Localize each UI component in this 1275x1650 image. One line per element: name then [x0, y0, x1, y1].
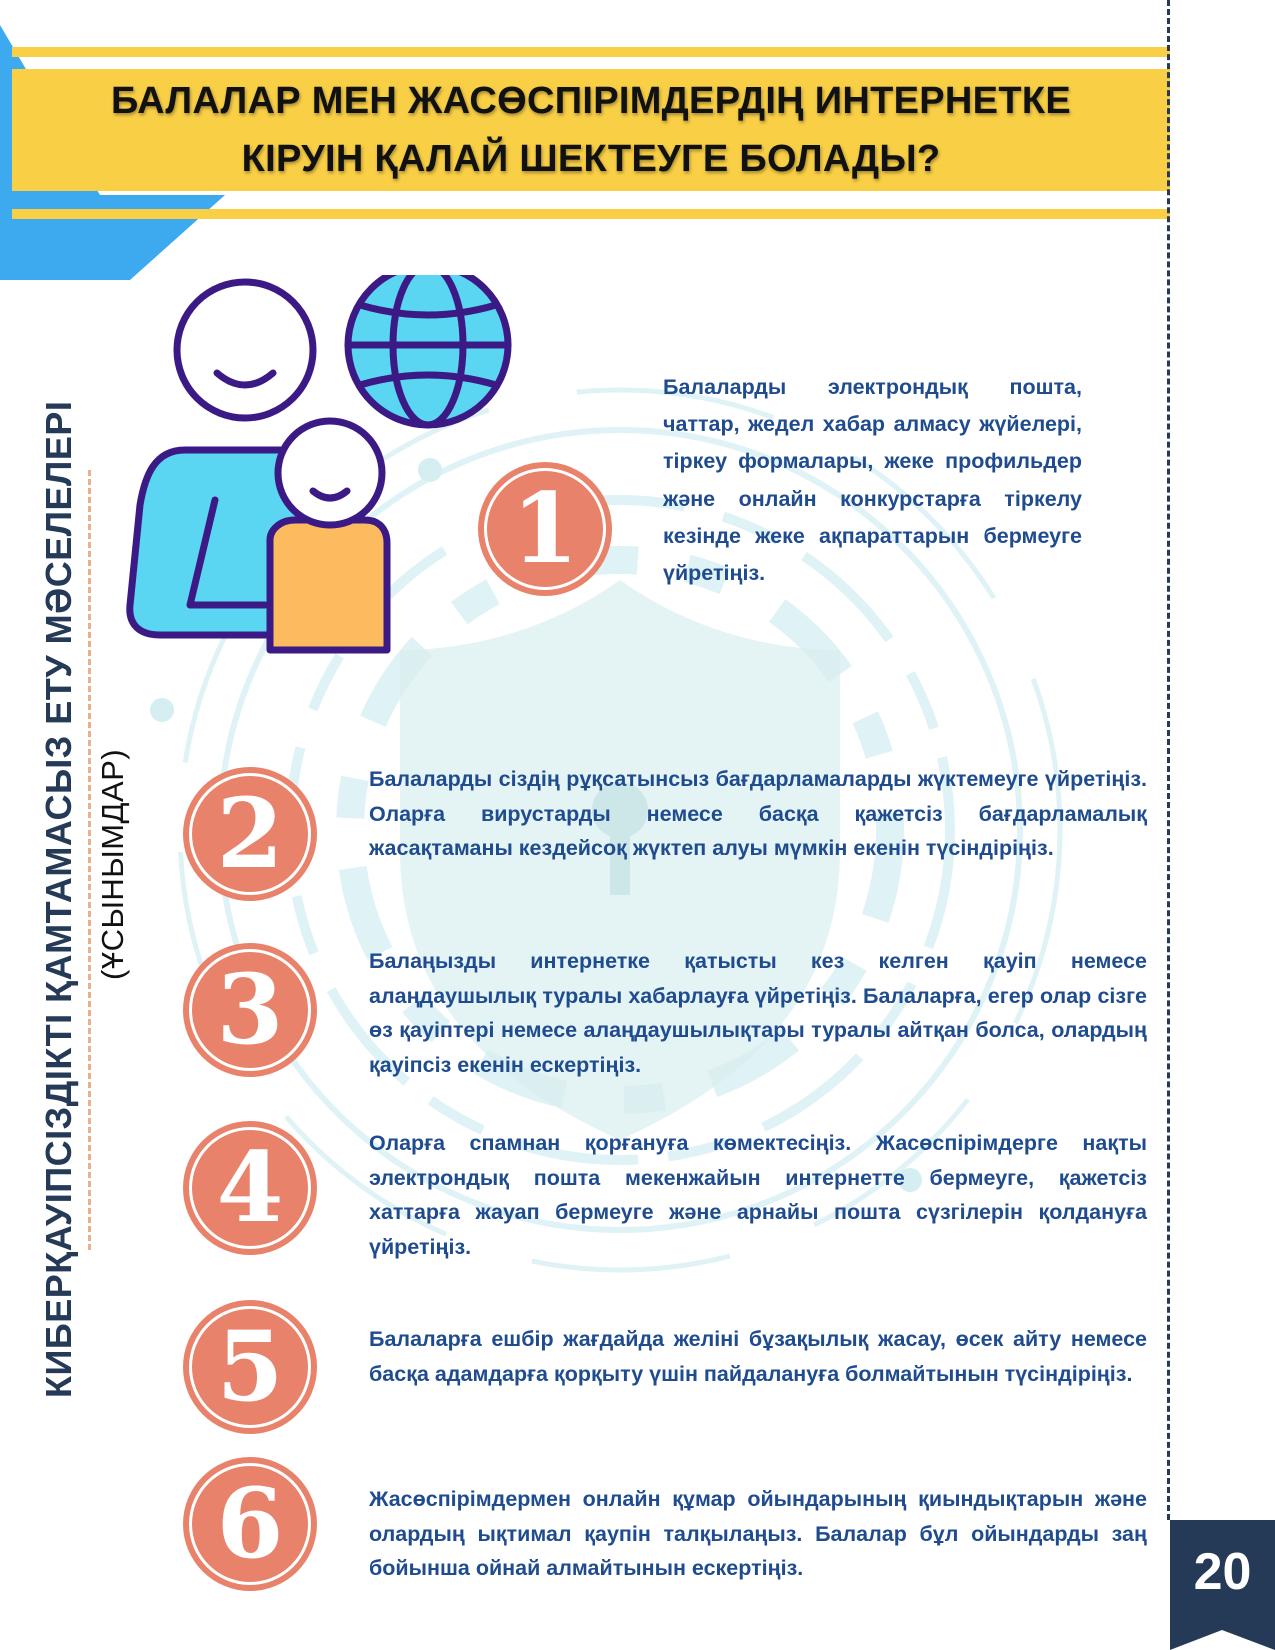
badge-5: 5: [183, 1300, 317, 1434]
badge-4: 4: [183, 1121, 317, 1255]
sidebar-dashed-line: [88, 470, 91, 1250]
badge-3: 3: [183, 943, 317, 1077]
recommendation-2: Балаларды сіздің рұқсатынсыз бағдарламаларды жүктемеуге үйретіңіз. Оларға вирустарды немесе басқа қажетсіз бағдарламалық жасақтаманы кездейсоқ жүктеп алуы мүмкін екенін түсіндіріңіз.: [369, 767, 1147, 860]
recommendation-6: Жасөспірімдермен онлайн құмар ойындарының қиындықтарын және олардың ықтимал қаупін талқылаңыз. Балалар бұл ойындарды заң бойынша ойнай алмайтынын ескертіңіз.: [369, 1487, 1147, 1580]
page-number-box: [1170, 1520, 1275, 1650]
recommendation-1: Балаларды электрондық пошта, чаттар, жедел хабар алмасу жүйелері, тіркеу формалары, жеке профильдер және онлайн конкурстарға тіркелу кезінде жеке ақпараттарын бермеуге үйретіңіз.: [663, 375, 1082, 586]
title-banner: [12, 47, 1170, 219]
badge-2: 2: [183, 767, 317, 901]
page-box-notch: [1170, 1625, 1275, 1650]
sidebar-main-title: КИБЕРҚАУІПСІЗДІКТІ ҚАМТАМАСЫЗ ЕТУ МӘСЕЛЕЛЕРІ: [38, 400, 79, 1398]
sidebar-subtitle: (ҰСЫНЫМДАР): [95, 748, 130, 980]
recommendation-5: Балаларға ешбір жағдайда желіні бұзақылық жасау, өсек айту немесе басқа адамдарға қорқыту үшін пайдалануға болмайтынын түсіндіріңіз.: [369, 1327, 1147, 1386]
recommendation-3: Балаңызды интернетке қатысты кез келген қауіп немесе алаңдаушылық туралы хабарлауға үйретіңіз. Балаларға, егер олар сізге өз қауіптері немесе алаңдаушылықтары туралы айтқан болса, олардың қауіпсіз екенін ескертіңіз.: [369, 949, 1147, 1077]
page-number: 20: [1193, 1543, 1252, 1601]
page-title-line-1: БАЛАЛАР МЕН ЖАСӨСПІРІМДЕРДІҢ ИНТЕРНЕТКЕ: [111, 80, 1071, 122]
badge-1: 1: [478, 462, 612, 596]
recommendation-4: Оларға спамнан қорғануға көмектесіңіз. Жасөспірімдерге нақты электрондық пошта мекенжайын интернетте бермеуге, қажетсіз хаттарға жауап бермеуге және арнайы пошта сүзгілерін қолдануға үйретіңіз.: [369, 1131, 1147, 1259]
badge-6: 6: [183, 1457, 317, 1591]
right-dashed-divider: [1167, 0, 1170, 1520]
page-title-line-2: КІРУІН ҚАЛАЙ ШЕКТЕУГЕ БОЛАДЫ?: [241, 138, 941, 180]
parent-child-globe-icon: [125, 275, 525, 675]
